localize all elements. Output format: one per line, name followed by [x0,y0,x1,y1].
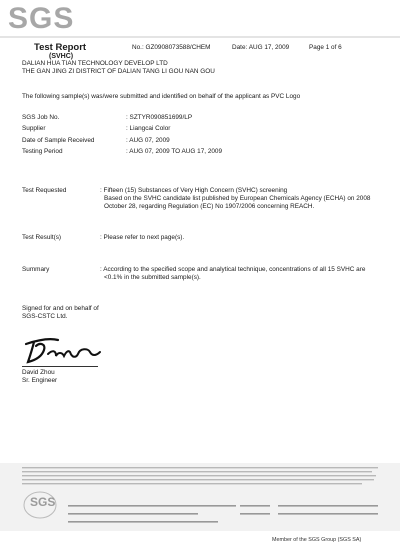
footer-address-lines [68,503,388,527]
detail-label: SGS Job No. [22,114,60,121]
footer-fine-print [22,466,380,492]
detail-label: Testing Period [22,148,63,155]
report-title: Test Report [34,42,87,53]
test-requested-line: October 28, regarding Regulation (EC) No 1907/2006 concerning REACH. [104,203,315,210]
report-date: Date: AUG 17, 2009 [232,44,290,51]
detail-value: : AUG 07, 2009 [126,137,170,144]
signature-line [22,366,98,367]
report-number: No.: GZ0908073588/CHEM [132,44,211,51]
test-requested-label: Test Requested [22,187,67,194]
signoff-company: SGS-CSTC Ltd. [22,313,68,320]
signature-image [20,330,110,366]
sgs-small-logo: SGS [30,495,56,509]
detail-value: : AUG 07, 2009 TO AUG 17, 2009 [126,148,223,155]
header-divider [0,36,400,38]
test-results-label: Test Result(s) [22,234,62,241]
detail-label: Date of Sample Received [22,137,95,144]
summary-line: : According to the specified scope and analytical technique, concentrations of all 15 SVHC are [100,266,366,273]
signatory-name: David Zhou [22,369,55,376]
detail-label: Supplier [22,125,46,132]
test-results-value: : Please refer to next page(s). [100,234,185,241]
sgs-group-membership: Member of the SGS Group (SGS SA) [272,537,362,543]
summary-line: <0.1% in the submitted sample(s). [104,274,201,281]
company-address: THE GAN JING ZI DISTRICT OF DALIAN TANG LI GOU NAN GOU [22,68,215,75]
test-requested-line: Based on the SVHC candidate list published by European Chemicals Agency (ECHA) on 2008 [104,195,371,202]
summary-label: Summary [22,266,50,273]
detail-value: : Liangcai Color [126,125,171,132]
signatory-role: Sr. Engineer [22,377,58,384]
intro-text: The following sample(s) was/were submitted and identified on behalf of the applicant as PVC Logo [22,93,301,100]
page-indicator: Page 1 of 6 [309,44,342,51]
test-requested-line: : Fifteen (15) Substances of Very High Concern (SVHC) screening [100,187,288,194]
signoff-line: Signed for and on behalf of [22,305,99,312]
sgs-logo: SGS [8,2,75,35]
detail-value: : SZTYR090851699/LP [126,114,193,121]
fine-print-lines [22,466,380,490]
report-subtitle: (SVHC) [49,53,74,60]
company-name: DALIAN HUA TIAN TECHNOLOGY DEVELOP LTD [22,60,168,67]
